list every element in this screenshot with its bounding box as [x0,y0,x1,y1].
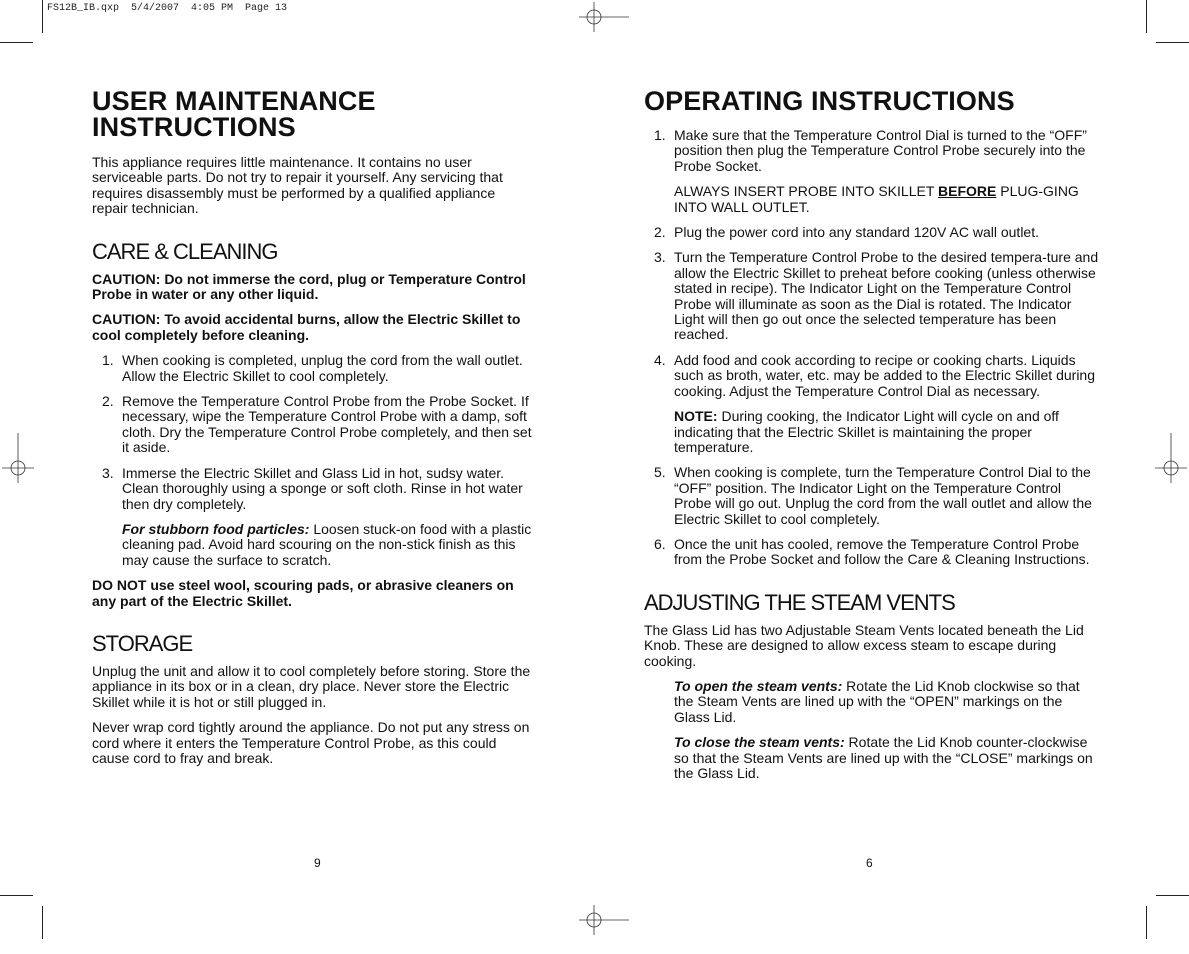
list-item [644,250,1099,342]
list-item [644,225,1099,240]
title-line: INSTRUCTIONS [92,112,296,142]
crop-mark [0,42,33,43]
probe-warning-text: PLUG-GING INTO WALL OUTLET. [674,183,1079,215]
close-vents-text: Rotate the Lid Knob counter-clockwise so that the Steam Vents are lined up with the “CLOSE” markings on the Glass Lid. [674,734,1093,781]
open-vents-label: To open the steam vents: [674,677,843,694]
list-item [92,466,532,512]
title-line: USER MAINTENANCE [92,86,376,116]
registration-mark-icon [1155,433,1187,483]
registration-mark-icon [579,2,629,32]
list-item [644,353,1099,399]
registration-mark-icon [579,905,629,935]
note-label: NOTE: [674,408,718,425]
list-item [644,128,1099,174]
crop-mark [1146,0,1147,33]
item-number: 2. [654,224,666,241]
item-text: Make sure that the Temperature Control Dial is turned to the “OFF” position then plug the Temperature Control Probe securely into the Probe Socket. [674,127,1087,174]
crop-mark [42,0,43,33]
open-vents-paragraph [644,679,1099,725]
care-heading: CARE & CLEANING [92,238,278,264]
note-text: During cooking, the Indicator Light will cycle on and off indicating that the Electric Skillet is maintaining the proper temperature. [674,408,1059,455]
item-number: 1. [102,352,114,369]
storage-paragraph: Unplug the unit and allow it to cool completely before storing. Store the appliance in its box or in a clean, dry place. Never store the Electric Skillet while it is hot or still plugged in. [92,662,531,710]
crop-mark [1156,895,1189,896]
list-item [92,353,532,384]
storage-heading: STORAGE [92,630,193,656]
list-item [644,537,1099,568]
item-number: 5. [654,464,666,481]
tip-label: For stubborn food particles: [122,520,310,537]
item-text: Remove the Temperature Control Probe from the Probe Socket. If necessary, wipe the Temperature Control Probe with a damp, soft cloth. Dry the Temperature Control Probe completely, and then set it aside. [122,393,532,456]
close-vents-label: To close the steam vents: [674,734,845,751]
item-number: 1. [654,127,666,143]
registration-mark-icon [2,433,34,483]
vents-intro: The Glass Lid has two Adjustable Steam Vents located beneath the Lid Knob. These are designed to allow excess steam to escape during cooking. [644,621,1084,669]
steam-vents-heading: ADJUSTING THE STEAM VENTS [644,589,955,615]
intro-paragraph: This appliance requires little maintenance. It contains no user serviceable parts. Do not try to repair it yourself. Any servicing that requires disassembly must be performed by a qualified appliance repair technician. [92,154,503,217]
item-number: 6. [654,535,666,552]
left-page [92,88,532,776]
item-number: 3. [102,464,114,481]
page-number: 6 [866,856,873,870]
tip-paragraph [92,522,532,568]
warning-text: DO NOT use steel wool, scouring pads, or abrasive cleaners on any part of the Electric Skillet. [92,577,514,609]
list-item [92,394,532,456]
before-emphasis: BEFORE [938,183,997,200]
item-text: Turn the Temperature Control Probe to the desired tempera-ture and allow the Electric Skillet to preheat before cooking (unless otherwise stated in recipe). The Indicator Light on the Temperature Control Probe will illuminate as soon as the Dial is rotated. The Indicator Light will then go out once the selected temperature has been reached. [674,249,1099,343]
crop-mark [42,906,43,939]
item-text: When cooking is complete, turn the Temperature Control Dial to the “OFF” position. The Indicator Light on the Temperature Control Probe will go out. Unplug the cord from the wall outlet and allow the Electric Skillet to cool completely. [674,464,1092,527]
print-slug: FS12B_IB.qxp 5/4/2007 4:05 PM Page 13 [47,3,288,14]
item-text: Plug the power cord into any standard 120V AC wall outlet. [674,224,1039,241]
open-vents-text: Rotate the Lid Knob clockwise so that the Steam Vents are lined up with the “OPEN” markings on the Glass Lid. [674,677,1080,725]
caution-text: CAUTION: To avoid accidental burns, allow the Electric Skillet to cool completely before cleaning. [92,311,521,343]
item-text: Immerse the Electric Skillet and Glass Lid in hot, sudsy water. Clean thoroughly using a sponge or soft cloth. Rinse in hot water then dry completely. [122,464,523,512]
note-paragraph [644,409,1099,455]
storage-paragraph: Never wrap cord tightly around the appliance. Do not put any stress on cord where it enters the Temperature Control Probe, as this could cause cord to fray and break. [92,719,530,766]
item-number: 4. [654,351,666,368]
probe-warning [644,184,1099,215]
tip-text: Loosen stuck-on food with a plastic cleaning pad. Avoid hard scouring on the non-stick finish as this may cause the surface to scratch. [122,520,532,568]
right-page [644,88,1099,791]
item-text: Add food and cook according to recipe or cooking charts. Liquids such as broth, water, etc. may be added to the Electric Skillet during cooking. Adjust the Temperature Control Dial as necessary. [674,351,1095,399]
probe-warning-text: ALWAYS INSERT PROBE INTO SKILLET [674,183,939,200]
page-title: OPERATING INSTRUCTIONS [644,86,1015,116]
crop-mark [1156,42,1189,43]
close-vents-paragraph [644,735,1099,781]
item-number: 3. [654,249,666,266]
caution-text: CAUTION: Do not immerse the cord, plug or Temperature Control Probe in water or any other liquid. [92,270,526,303]
item-text: Once the unit has cooled, remove the Temperature Control Probe from the Probe Socket and follow the Care & Cleaning Instructions. [674,535,1090,568]
item-number: 2. [102,393,114,410]
item-text: When cooking is completed, unplug the cord from the wall outlet. Allow the Electric Skillet to cool completely. [122,352,523,384]
crop-mark [0,895,33,896]
list-item [644,465,1099,527]
page-number: 9 [314,856,321,870]
page-title [92,88,532,140]
crop-mark [1146,906,1147,939]
